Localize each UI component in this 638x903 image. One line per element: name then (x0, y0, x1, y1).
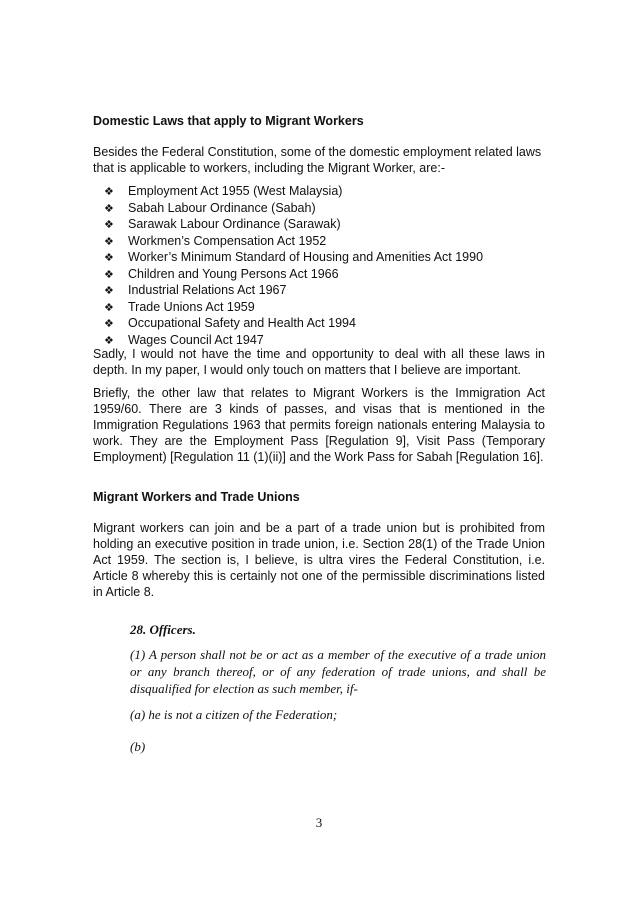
list-item: ❖ Children and Young Persons Act 1966 (104, 266, 339, 281)
laws-list (104, 183, 483, 348)
quoted-section-title: 28. Officers. (130, 622, 196, 637)
diamond-bullet-icon: ❖ (104, 317, 114, 330)
diamond-bullet-icon: ❖ (104, 267, 114, 281)
quoted-clause-a: (a) he is not a citizen of the Federation; (130, 707, 338, 722)
quoted-clause-b: (b) (130, 739, 146, 754)
list-item: ❖ Worker’s Minimum Standard of Housing and Amenities Act 1990 (104, 250, 484, 264)
diamond-bullet-icon: ❖ (104, 251, 114, 264)
unions-paragraph: Migrant workers can join and be a part of a trade union but is prohibited from holding an executive position in trade union, i.e. Section 28(1) of the Trade Union Act 1959. The section is, I believe, is ultra vires the Federal Constitution, i.e. Article 8 whereby this is certainly not one of the permissible discriminations listed in Article 8. (93, 521, 545, 599)
diamond-bullet-icon: ❖ (104, 300, 114, 314)
diamond-bullet-icon: ❖ (104, 333, 114, 347)
section-heading-trade-unions: Migrant Workers and Trade Unions (93, 490, 300, 504)
diamond-bullet-icon: ❖ (104, 234, 114, 248)
section-heading-domestic-laws: Domestic Laws that apply to Migrant Workers (93, 114, 364, 128)
quoted-subsection-1: (1) A person shall not be or act as a member of the executive of a trade union or any branch thereof, or of any federation of trade unions, and shall be disqualified for election as such member, if- (130, 647, 546, 696)
diamond-bullet-icon: ❖ (104, 284, 114, 297)
list-item: ❖ Employment Act 1955 (West Malaysia) (104, 184, 343, 198)
diamond-bullet-icon: ❖ (104, 185, 114, 198)
list-item: ❖ Sarawak Labour Ordinance (Sarawak) (104, 217, 341, 231)
list-item: ❖ Workmen’s Compensation Act 1952 (104, 233, 327, 248)
list-item: ❖ Sabah Labour Ordinance (Sabah) (104, 200, 316, 215)
diamond-bullet-icon: ❖ (104, 201, 114, 215)
list-item: ❖ Wages Council Act 1947 (104, 332, 264, 347)
list-item: ❖ Trade Unions Act 1959 (104, 299, 255, 314)
sadly-paragraph: Sadly, I would not have the time and opportunity to deal with all these laws in depth. In my paper, I would only touch on matters that I believe are important. (93, 347, 545, 377)
list-item: ❖ Industrial Relations Act 1967 (104, 283, 287, 297)
list-item: ❖ Occupational Safety and Health Act 1994 (104, 316, 356, 330)
diamond-bullet-icon: ❖ (104, 218, 114, 231)
briefly-paragraph: Briefly, the other law that relates to Migrant Workers is the Immigration Act 1959/60. There are 3 kinds of passes, and visas that is mentioned in the Immigration Regulations 1963 that permits foreign nationals entering Malaysia to work. They are the Employment Pass [Regulation 9], Visit Pass (Temporary Employment) [Regulation 11 (1)(ii)] and the Work Pass for Sabah [Regulation 16]. (93, 386, 545, 464)
intro-paragraph: Besides the Federal Constitution, some of the domestic employment related laws that is applicable to workers, including the Migrant Worker, are:- (93, 145, 542, 175)
page-number: 3 (315, 815, 323, 830)
